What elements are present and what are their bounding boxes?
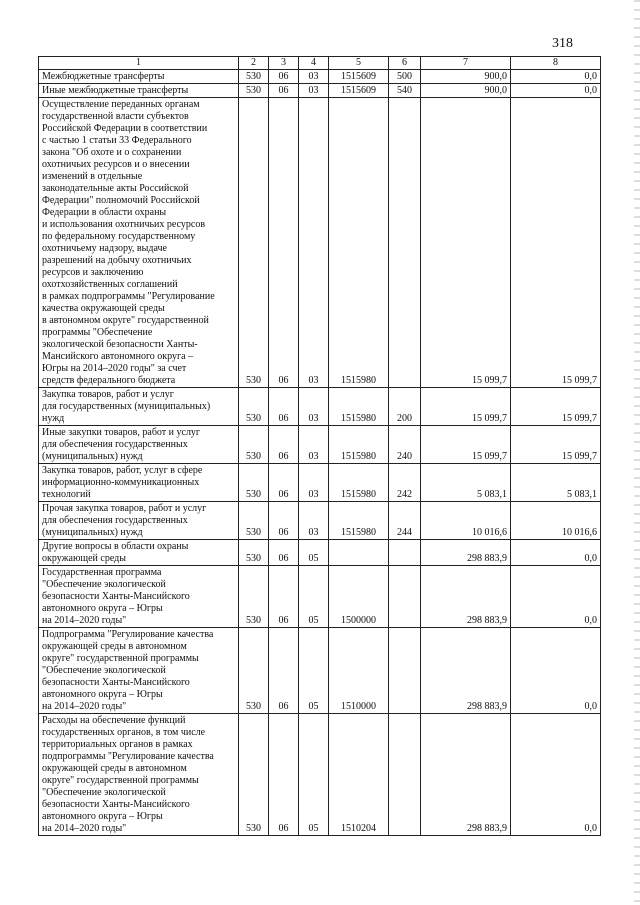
code-cell: 500: [389, 70, 421, 84]
code-cell: [389, 540, 421, 566]
code-cell: 540: [389, 84, 421, 98]
code-cell: 03: [299, 84, 329, 98]
amount-cell: 0,0: [511, 84, 601, 98]
code-cell: 1500000: [329, 566, 389, 628]
code-cell: 530: [239, 98, 269, 388]
header-cell: 8: [511, 57, 601, 70]
code-cell: 530: [239, 84, 269, 98]
row-name-cell: Закупка товаров, работ, услуг в сфере информационно-коммуникационных технологий: [39, 464, 239, 502]
row-name-cell: Осуществление переданных органам государственной власти субъектов Российской Федерации в соответствии с частью 1 статьи 33 Федерального закона "Об охоте и о сохранении охотничьих ресурсов и о внесении изменений в отдельные законодательные акты Российской Федерации" полномочий Российской Федерации в области охраны и использования охотничьих ресурсов по федеральному государственному охотничьему надзору, выдаче разрешений на добычу охотничьих ресурсов и заключению охотхозяйственных соглашений в рамках подпрограммы "Регулирование качества окружающей среды в автономном округе" государственной программы "Обеспечение экологической безопасности Ханты- Мансийского автономного округа – Югры на 2014–2020 годы" за счет средств федерального бюджета: [39, 98, 239, 388]
code-cell: 240: [389, 426, 421, 464]
code-cell: 03: [299, 388, 329, 426]
amount-cell: 10 016,6: [421, 502, 511, 540]
budget-table: [38, 56, 601, 836]
code-cell: [329, 540, 389, 566]
header-cell: 3: [269, 57, 299, 70]
page-number: 318: [552, 36, 573, 51]
table-row: [39, 426, 601, 464]
amount-cell: 10 016,6: [511, 502, 601, 540]
amount-cell: 298 883,9: [421, 714, 511, 836]
code-cell: 06: [269, 70, 299, 84]
table-row: [39, 98, 601, 388]
amount-cell: 298 883,9: [421, 566, 511, 628]
amount-cell: 15 099,7: [511, 98, 601, 388]
amount-cell: 5 083,1: [511, 464, 601, 502]
header-cell: 6: [389, 57, 421, 70]
code-cell: 05: [299, 566, 329, 628]
code-cell: 200: [389, 388, 421, 426]
code-cell: 05: [299, 714, 329, 836]
code-cell: 06: [269, 502, 299, 540]
code-cell: 530: [239, 426, 269, 464]
amount-cell: 0,0: [511, 566, 601, 628]
table-row: [39, 540, 601, 566]
code-cell: 06: [269, 388, 299, 426]
code-cell: 06: [269, 426, 299, 464]
table-row: [39, 70, 601, 84]
amount-cell: 15 099,7: [421, 426, 511, 464]
code-cell: 1515980: [329, 464, 389, 502]
amount-cell: 15 099,7: [511, 426, 601, 464]
code-cell: 530: [239, 388, 269, 426]
code-cell: 03: [299, 426, 329, 464]
row-name-cell: Государственная программа "Обеспечение экологической безопасности Ханты-Мансийского автономного округа – Югры на 2014–2020 годы": [39, 566, 239, 628]
row-name-cell: Иные закупки товаров, работ и услуг для обеспечения государственных (муниципальных) нужд: [39, 426, 239, 464]
amount-cell: 0,0: [511, 540, 601, 566]
code-cell: 03: [299, 98, 329, 388]
code-cell: 06: [269, 566, 299, 628]
amount-cell: 15 099,7: [421, 388, 511, 426]
table-body: [39, 70, 601, 836]
code-cell: 1515609: [329, 70, 389, 84]
code-cell: 03: [299, 502, 329, 540]
header-cell: 7: [421, 57, 511, 70]
code-cell: [389, 98, 421, 388]
code-cell: 1510000: [329, 628, 389, 714]
amount-cell: 5 083,1: [421, 464, 511, 502]
table-row: [39, 714, 601, 836]
header-cell: 5: [329, 57, 389, 70]
row-name-cell: Прочая закупка товаров, работ и услуг для обеспечения государственных (муниципальных) нужд: [39, 502, 239, 540]
code-cell: 06: [269, 714, 299, 836]
code-cell: 1515609: [329, 84, 389, 98]
code-cell: 530: [239, 714, 269, 836]
header-row: [39, 57, 601, 70]
code-cell: 530: [239, 628, 269, 714]
amount-cell: 0,0: [511, 628, 601, 714]
code-cell: 530: [239, 70, 269, 84]
amount-cell: 0,0: [511, 70, 601, 84]
code-cell: 530: [239, 540, 269, 566]
code-cell: [389, 628, 421, 714]
table-row: [39, 502, 601, 540]
row-name-cell: Расходы на обеспечение функций государственных органов, в том числе территориальных органов в рамках подпрограммы "Регулирование качества окружающей среды в автономном округе" государственной программы "Обеспечение экологической безопасности Ханты-Мансийского автономного округа – Югры на 2014–2020 годы": [39, 714, 239, 836]
code-cell: 244: [389, 502, 421, 540]
code-cell: 06: [269, 84, 299, 98]
amount-cell: 15 099,7: [421, 98, 511, 388]
code-cell: 06: [269, 98, 299, 388]
row-name-cell: Закупка товаров, работ и услуг для государственных (муниципальных) нужд: [39, 388, 239, 426]
code-cell: 1515980: [329, 388, 389, 426]
scan-edge-marks: [634, 0, 640, 905]
table-row: [39, 464, 601, 502]
code-cell: 1515980: [329, 426, 389, 464]
table-row: [39, 566, 601, 628]
amount-cell: 0,0: [511, 714, 601, 836]
code-cell: 06: [269, 628, 299, 714]
table-row: [39, 628, 601, 714]
code-cell: 03: [299, 464, 329, 502]
code-cell: 03: [299, 70, 329, 84]
code-cell: 06: [269, 464, 299, 502]
header-cell: 2: [239, 57, 269, 70]
code-cell: 530: [239, 502, 269, 540]
table-row: [39, 84, 601, 98]
row-name-cell: Межбюджетные трансферты: [39, 70, 239, 84]
table-row: [39, 388, 601, 426]
amount-cell: 900,0: [421, 70, 511, 84]
code-cell: 1510204: [329, 714, 389, 836]
code-cell: [389, 566, 421, 628]
code-cell: 1515980: [329, 98, 389, 388]
code-cell: 242: [389, 464, 421, 502]
amount-cell: 15 099,7: [511, 388, 601, 426]
row-name-cell: Другие вопросы в области охраны окружающей среды: [39, 540, 239, 566]
amount-cell: 298 883,9: [421, 628, 511, 714]
row-name-cell: Подпрограмма "Регулирование качества окружающей среды в автономном округе" государственной программы "Обеспечение экологической безопасности Ханты-Мансийского автономного округа – Югры на 2014–2020 годы": [39, 628, 239, 714]
code-cell: 05: [299, 628, 329, 714]
amount-cell: 900,0: [421, 84, 511, 98]
row-name-cell: Иные межбюджетные трансферты: [39, 84, 239, 98]
header-cell: 4: [299, 57, 329, 70]
code-cell: [389, 714, 421, 836]
header-cell: 1: [39, 57, 239, 70]
code-cell: 530: [239, 464, 269, 502]
amount-cell: 298 883,9: [421, 540, 511, 566]
code-cell: 06: [269, 540, 299, 566]
code-cell: 05: [299, 540, 329, 566]
code-cell: 530: [239, 566, 269, 628]
code-cell: 1515980: [329, 502, 389, 540]
